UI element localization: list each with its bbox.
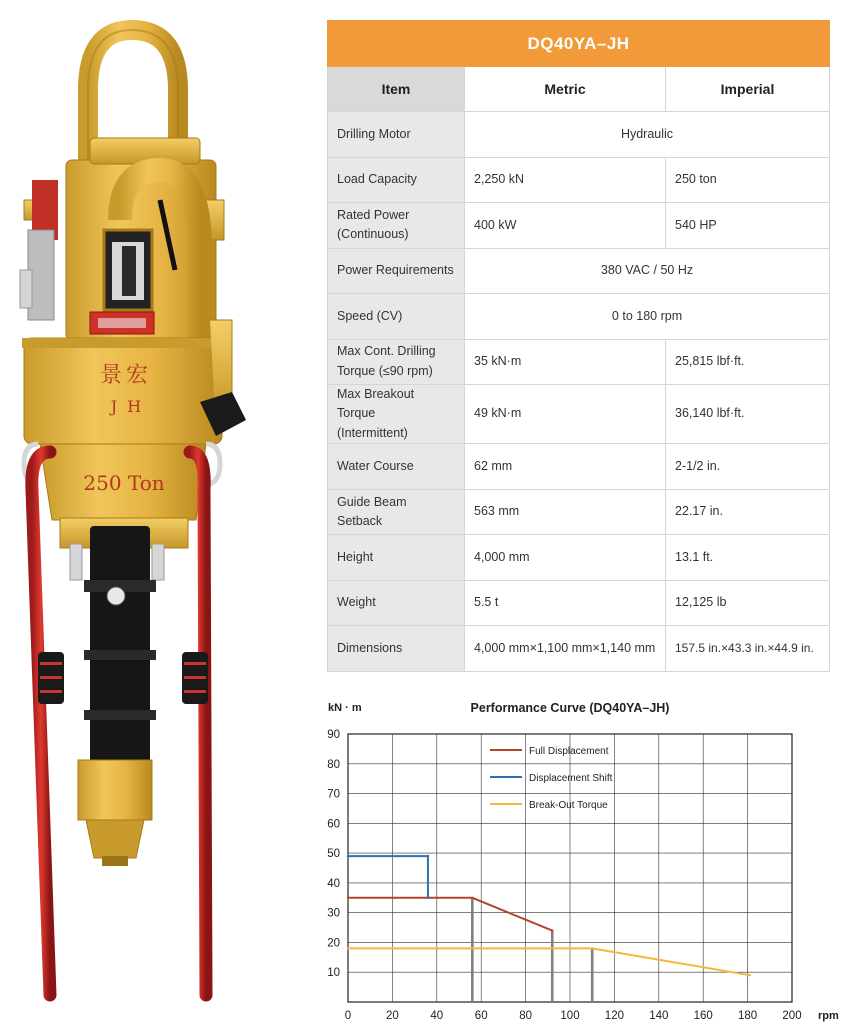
performance-chart [318, 694, 852, 1024]
row-imperial: 540 HP [666, 203, 830, 249]
x-tick-label: 140 [649, 1010, 669, 1022]
data-point [427, 897, 429, 899]
data-point [591, 947, 593, 949]
row-metric: 400 kW [465, 203, 666, 249]
row-imperial: 22.17 in. [666, 489, 830, 535]
table-row [328, 444, 830, 490]
y-tick-label: 30 [327, 907, 340, 920]
x-tick-label: 200 [782, 1010, 802, 1022]
legend-label: Break-Out Torque [529, 800, 608, 811]
data-point [347, 897, 349, 899]
row-item: Power Requirements [328, 248, 465, 294]
table-header-row [328, 67, 830, 112]
y-tick-label: 80 [327, 758, 340, 771]
x-tick-label: 80 [519, 1010, 532, 1022]
drill-head-illustration [10, 20, 310, 1010]
x-tick-label: 20 [386, 1010, 399, 1022]
row-item [328, 203, 465, 249]
data-point [551, 929, 553, 931]
data-point [471, 897, 473, 899]
drive-shaft [90, 526, 150, 772]
header-item: Item [328, 67, 465, 112]
row-metric: 563 mm [465, 489, 666, 535]
brand-initials: J H [110, 397, 142, 416]
data-point [749, 974, 751, 976]
row-imperial: 25,815 lbf·ft. [666, 339, 830, 385]
bottom-sub [78, 760, 152, 820]
x-tick-label: 40 [430, 1010, 444, 1022]
data-point [427, 855, 429, 857]
brand-chinese: 景宏 [99, 363, 153, 388]
row-metric: 4,000 mm×1,100 mm×1,140 mm [465, 626, 666, 672]
table-row [328, 112, 830, 158]
y-tick-label: 40 [327, 877, 340, 890]
table-row [328, 580, 830, 626]
table-row [328, 157, 830, 203]
x-tick-label: 160 [693, 1010, 713, 1022]
table-row [328, 385, 830, 444]
row-item: Water Course [328, 444, 465, 490]
x-tick-label: 100 [560, 1010, 580, 1022]
table-row [328, 294, 830, 340]
table-row [328, 626, 830, 672]
row-value: Hydraulic [465, 112, 830, 158]
table-row [328, 339, 830, 385]
legend-label: Displacement Shift [529, 773, 613, 784]
row-imperial: 13.1 ft. [666, 535, 830, 581]
data-point [347, 855, 349, 857]
row-imperial: 2-1/2 in. [666, 444, 830, 490]
chart-drop-lines [472, 898, 592, 1002]
y-tick-label: 60 [327, 818, 340, 831]
chart-xlabel: rpm [818, 1010, 839, 1022]
row-item-line2: (Continuous) [337, 227, 409, 242]
y-tick-label: 10 [327, 967, 340, 980]
row-item-line2: (Intermittent) [337, 425, 408, 440]
row-metric: 2,250 kN [465, 157, 666, 203]
table-row [328, 489, 830, 535]
row-imperial: 36,140 lbf·ft. [666, 385, 830, 444]
y-tick-label: 50 [327, 848, 340, 861]
series-line-0 [348, 898, 552, 931]
row-item-line1: Max Cont. Drilling [337, 344, 436, 359]
row-imperial: 250 ton [666, 157, 830, 203]
capacity-label: 250 Ton [83, 471, 165, 495]
row-item: Dimensions [328, 626, 465, 672]
x-tick-label: 0 [344, 1010, 352, 1022]
model-title: DQ40YA–JH [328, 21, 830, 67]
table-row [328, 203, 830, 249]
gearbox-body [24, 338, 222, 444]
chart-ylabel: kN · m [328, 702, 362, 714]
row-item: Weight [328, 580, 465, 626]
chart-title: Performance Curve (DQ40YA–JH) [470, 701, 670, 715]
row-item [328, 339, 465, 385]
row-value: 380 VAC / 50 Hz [465, 248, 830, 294]
y-tick-label: 20 [327, 937, 340, 950]
row-metric: 35 kN·m [465, 339, 666, 385]
guide-rail-right [190, 452, 206, 995]
row-value: 0 to 180 rpm [465, 294, 830, 340]
guide-rail-left [32, 452, 50, 995]
row-item-line1: Rated Power [337, 207, 410, 222]
row-metric: 62 mm [465, 444, 666, 490]
row-item-line1: Max Breakout Torque [337, 387, 415, 421]
chart-series [347, 855, 751, 977]
data-point [347, 947, 349, 949]
row-imperial: 12,125 lb [666, 580, 830, 626]
row-item: Speed (CV) [328, 294, 465, 340]
row-item [328, 385, 465, 444]
row-item: Height [328, 535, 465, 581]
table-row [328, 248, 830, 294]
row-item: Guide Beam Setback [328, 489, 465, 535]
table-row [328, 535, 830, 581]
y-tick-label: 70 [327, 788, 340, 801]
header-imperial: Imperial [666, 67, 830, 112]
series-line-1 [348, 856, 428, 898]
row-item: Drilling Motor [328, 112, 465, 158]
x-tick-label: 180 [738, 1010, 758, 1022]
row-metric: 49 kN·m [465, 385, 666, 444]
x-tick-label: 120 [604, 1010, 624, 1022]
series-line-2 [348, 948, 750, 975]
table-title-row [328, 21, 830, 67]
legend-label: Full Displacement [529, 746, 609, 757]
x-tick-label: 60 [474, 1010, 488, 1022]
row-metric: 4,000 mm [465, 535, 666, 581]
chart-legend [490, 746, 613, 811]
header-metric: Metric [465, 67, 666, 112]
row-metric: 5.5 t [465, 580, 666, 626]
row-item-line2: Torque (≤90 rpm) [337, 363, 433, 378]
row-item: Load Capacity [328, 157, 465, 203]
y-tick-label: 90 [327, 729, 340, 741]
row-imperial: 157.5 in.×43.3 in.×44.9 in. [666, 626, 830, 672]
spec-table [327, 20, 830, 672]
